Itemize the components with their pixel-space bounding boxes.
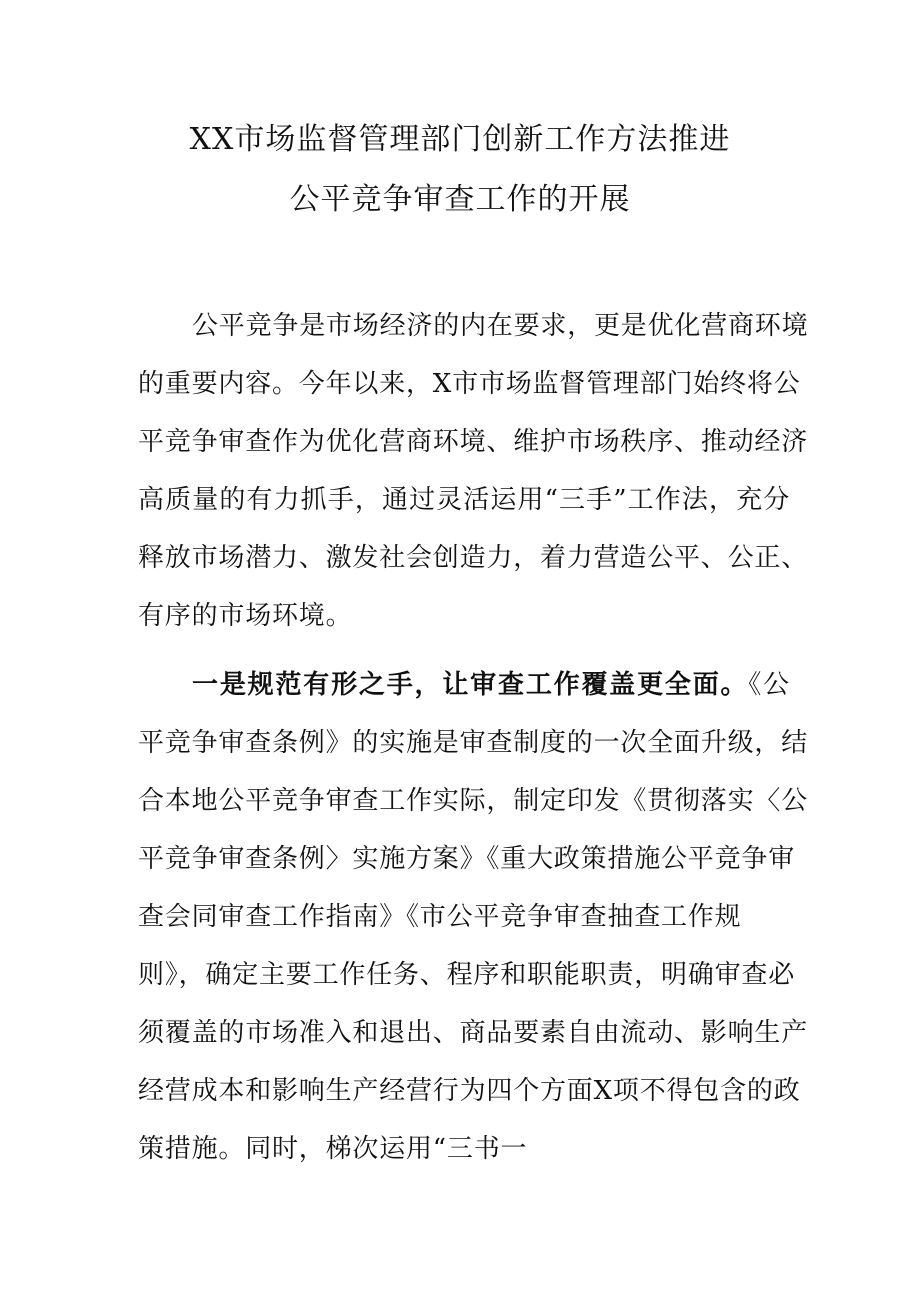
paragraph-line: 须覆盖的市场准入和退出、商品要素自由流动、影响生产: [138, 1018, 809, 1048]
paragraph-line: 高质量的有力抓手，通过灵活运用“三手”工作法，充分: [138, 485, 790, 515]
paragraph-line: 有序的市场环境。: [138, 601, 353, 631]
paragraph-line: 合本地公平竞争审查工作实际，制定印发《贯彻落实〈公: [138, 786, 809, 816]
section-heading: 一是规范有形之手，让审查工作覆盖更全面。: [192, 670, 749, 700]
paragraph-line: 经营成本和影响生产经营行为四个方面X项不得包含的政: [138, 1076, 801, 1106]
paragraph-line: 平竞争审查条例〉实施方案》《重大政策措施公平竞争审: [138, 844, 796, 874]
paragraph-line: 查会同审查工作指南》《市公平竞争审查抽查工作规: [138, 902, 742, 932]
paragraph-line: 的重要内容。今年以来，X市市场监督管理部门始终将公: [138, 369, 801, 399]
paragraph-line: 则》，确定主要工作任务、程序和职能职责，明确审查必: [138, 960, 796, 990]
paragraph-line: 策措施。同时，梯次运用“三书一: [138, 1134, 528, 1164]
paragraph-line: 平竞争审查作为优化营商环境、维护市场秩序、推动经济: [138, 427, 809, 457]
document-title-line-1: XX市场监督管理部门创新工作方法推进: [189, 122, 731, 157]
paragraph-line: 释放市场潜力、激发社会创造力，着力营造公平、公正、: [138, 543, 809, 573]
paragraph-line: 公平竞争是市场经济的内在要求，更是优化营商环境: [192, 311, 809, 341]
paragraph-lead-tail: 《公: [748, 670, 790, 700]
paragraph-line: 平竞争审查条例》的实施是审查制度的一次全面升级，结: [138, 728, 809, 758]
paragraph-lead-line: [192, 668, 790, 702]
document-title-line-2: 公平竞争审查工作的开展: [289, 182, 631, 217]
